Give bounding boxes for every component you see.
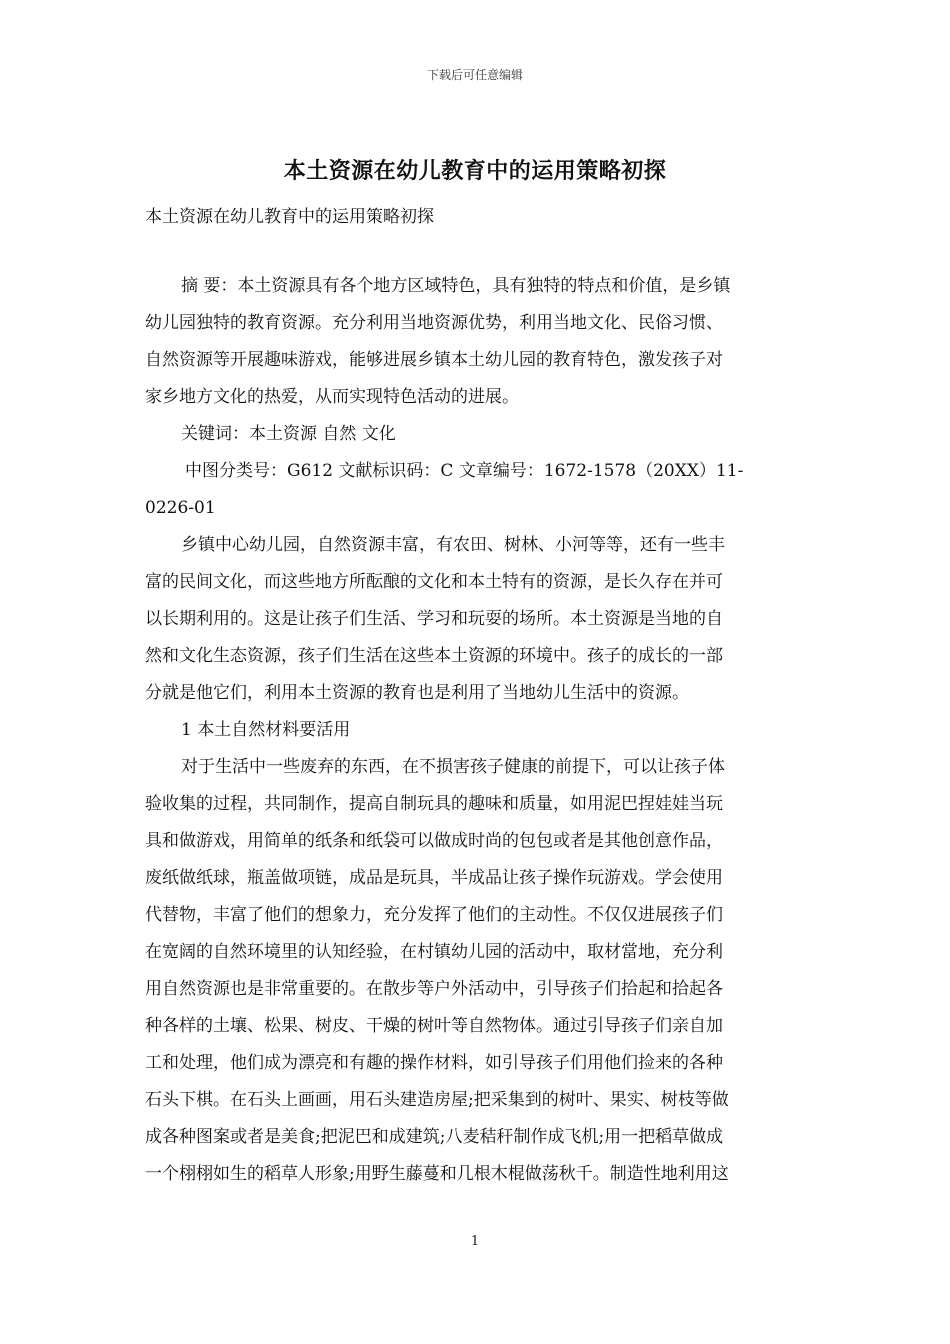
paragraph-line: 种各样的土壤、松果、树皮、干燥的树叶等自然物体。通过引导孩子们亲自加 bbox=[145, 1016, 723, 1036]
classification-line: 0226-01 bbox=[145, 498, 216, 518]
paragraph-line: 用自然资源也是非常重要的。在散步等户外活动中，引导孩子们拾起和拾起各 bbox=[145, 979, 723, 999]
abstract-line: 自然资源等开展趣味游戏，能够进展乡镇本土幼儿园的教育特色，激发孩子对 bbox=[145, 350, 723, 370]
abstract-line: 摘 要：本土资源具有各个地方区域特色，具有独特的特点和价值，是乡镇 bbox=[181, 276, 731, 296]
paragraph-line: 具和做游戏，用简单的纸条和纸袋可以做成时尚的包包或者是其他创意作品， bbox=[145, 831, 723, 851]
paragraph-line: 以长期利用的。这是让孩子们生活、学习和玩耍的场所。本土资源是当地的自 bbox=[145, 609, 723, 629]
abstract-line: 幼儿园独特的教育资源。充分利用当地资源优势，利用当地文化、民俗习惯、 bbox=[145, 313, 723, 333]
paragraph-line: 分就是他它们，利用本土资源的教育也是利用了当地幼儿生活中的资源。 bbox=[145, 683, 689, 703]
document-title: 本土资源在幼儿教育中的运用策略初探 bbox=[283, 158, 667, 184]
classification-line: 中图分类号：G612 文献标识码：C 文章编号：1672-1578（20XX）11- bbox=[185, 461, 744, 481]
body-text bbox=[145, 270, 805, 1195]
header-note: 下载后可任意编辑 bbox=[426, 68, 523, 82]
paragraph-line: 成各种图案或者是美食;把泥巴和成建筑;八麦秸秆制作成飞机;用一把稻草做成 bbox=[145, 1127, 724, 1147]
paragraph-line: 富的民间文化，而这些地方所酝酿的文化和本土特有的资源，是长久存在并可 bbox=[145, 572, 723, 592]
paragraph-line: 验收集的过程，共同制作，提高自制玩具的趣味和质量，如用泥巴捏娃娃当玩 bbox=[145, 794, 723, 814]
keywords-line: 关键词：本土资源 自然 文化 bbox=[181, 424, 396, 444]
paragraph-line: 代替物，丰富了他们的想象力，充分发挥了他们的主动性。不仅仅进展孩子们 bbox=[145, 905, 723, 925]
paragraph-line: 一个栩栩如生的稻草人形象;用野生藤蔓和几根木棍做荡秋千。制造性地利用这 bbox=[145, 1164, 729, 1184]
abstract-line: 家乡地方文化的热爱，从而实现特色活动的进展。 bbox=[145, 387, 519, 407]
document-subtitle: 本土资源在幼儿教育中的运用策略初探 bbox=[145, 207, 434, 227]
paragraph-line: 乡镇中心幼儿园，自然资源丰富，有农田、树林、小河等等，还有一些丰 bbox=[181, 535, 725, 555]
paragraph-line: 对于生活中一些废弃的东西，在不损害孩子健康的前提下，可以让孩子体 bbox=[181, 757, 725, 777]
paragraph-line: 工和处理，他们成为漂亮和有趣的操作材料，如引导孩子们用他们捡来的各种 bbox=[145, 1053, 723, 1073]
paragraph-line: 石头下棋。在石头上画画，用石头建造房屋;把采集到的树叶、果实、树枝等做 bbox=[145, 1090, 729, 1110]
section-heading: 1 本土自然材料要活用 bbox=[181, 720, 351, 740]
page-number: 1 bbox=[470, 1234, 480, 1249]
paragraph-line: 然和文化生态资源，孩子们生活在这些本土资源的环境中。孩子的成长的一部 bbox=[145, 646, 723, 666]
paragraph-line: 在宽阔的自然环境里的认知经验，在村镇幼儿园的活动中，取材當地，充分利 bbox=[145, 942, 723, 962]
paragraph-line: 废纸做纸球，瓶盖做项链，成品是玩具，半成品让孩子操作玩游戏。学会使用 bbox=[145, 868, 723, 888]
